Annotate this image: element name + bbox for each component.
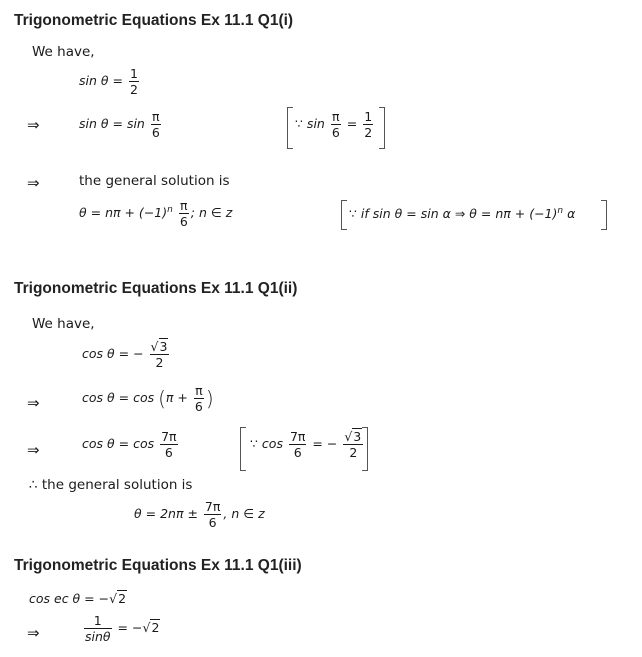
bracket-right xyxy=(379,107,385,149)
implies-arrow: ⇒ xyxy=(27,116,40,134)
bracket-left xyxy=(240,427,246,471)
equation-line: cos θ = cos $\frac{7\pi}{6}$ xyxy=(82,429,177,461)
reason-bracket: ∵ cos $\frac{7\pi}{6}$ = − $\frac{√3}{2}$ xyxy=(250,429,362,461)
bracket-left xyxy=(341,200,347,230)
bracket-right xyxy=(601,200,607,230)
general-solution-text: ∴ the general solution is xyxy=(29,477,193,493)
heading-q1-ii: Trigonometric Equations Ex 11.1 Q1(ii) xyxy=(14,280,298,297)
heading-q1-i: Trigonometric Equations Ex 11.1 Q1(i) xyxy=(14,12,294,29)
reason-bracket: ∵ sin $\frac{\pi}{6}$ = $\frac{1}{2}$ xyxy=(295,109,373,141)
equation-line: cos θ = − $\frac{√3}{2}$ xyxy=(82,339,168,371)
equation-line: cos ec θ = −√2 xyxy=(29,591,127,606)
equation-line: cos θ = cos (π + $\frac{\pi}{6}$ ) xyxy=(82,383,214,415)
implies-arrow: ⇒ xyxy=(27,174,40,192)
general-solution-equation: θ = 2nπ ± $\frac{7\pi}{6}$ , n ∈ z xyxy=(134,499,265,531)
implies-arrow: ⇒ xyxy=(27,624,40,642)
heading-q1-iii: Trigonometric Equations Ex 11.1 Q1(iii) xyxy=(14,557,302,574)
implies-arrow: ⇒ xyxy=(27,394,40,412)
general-solution-text: the general solution is xyxy=(79,173,230,189)
bracket-left xyxy=(287,107,293,149)
implies-arrow: ⇒ xyxy=(27,441,40,459)
reason-bracket: ∵ if sin θ = sin α ⇒ $\theta = n\pi + (-1)^n$ α xyxy=(349,206,576,222)
general-solution-equation: $\theta = n\pi + (-1)^n$ $\frac{\pi}{6}$ ; n ∈ z xyxy=(79,198,233,230)
we-have-text: We have, xyxy=(32,44,95,60)
equation-line: $\frac{1}{\sin\theta}$ = −√2 xyxy=(85,613,160,645)
bracket-right xyxy=(362,427,368,471)
equation-line: sin θ = $\frac{1}{2}$ xyxy=(79,66,138,98)
we-have-text: We have, xyxy=(32,316,95,332)
equation-line: sin θ = sin $\frac{\pi}{6}$ xyxy=(79,109,160,141)
